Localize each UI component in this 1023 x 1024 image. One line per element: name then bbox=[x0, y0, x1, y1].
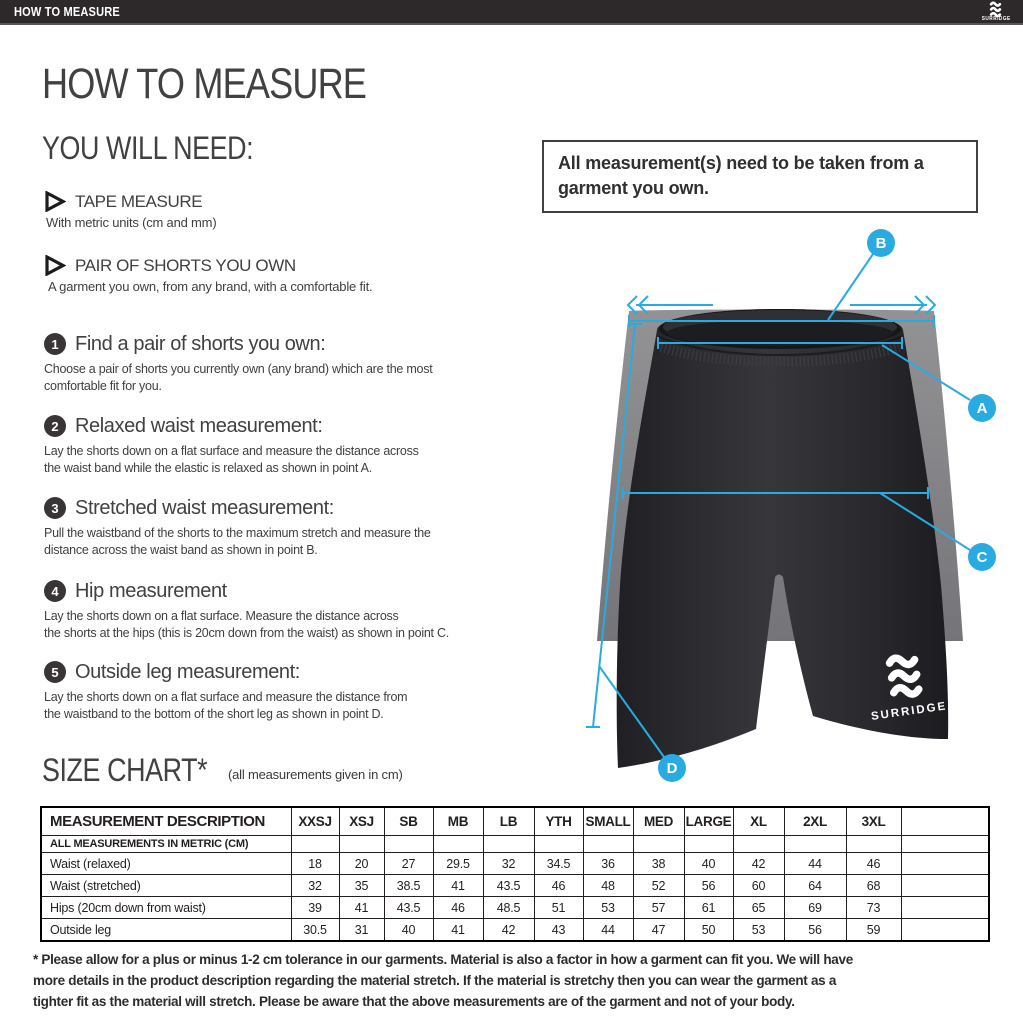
value-cell: 35 bbox=[339, 875, 384, 897]
triangle-bullet-icon bbox=[44, 191, 66, 212]
need-item-shorts bbox=[44, 255, 372, 294]
need-item-title: PAIR OF SHORTS YOU OWN bbox=[75, 255, 296, 275]
value-cell: 48 bbox=[583, 875, 633, 897]
step-number-badge: 2 bbox=[44, 415, 66, 437]
value-cell: 43 bbox=[534, 919, 583, 942]
value-cell: 46 bbox=[846, 853, 901, 875]
metric-note-cell: ALL MEASUREMENTS IN METRIC (CM) bbox=[41, 836, 291, 853]
value-cell: 36 bbox=[583, 853, 633, 875]
size-chart-header-row bbox=[41, 807, 989, 836]
value-cell: 69 bbox=[784, 897, 846, 919]
size-column-header bbox=[901, 807, 989, 836]
empty-cell bbox=[534, 836, 583, 853]
step-body bbox=[44, 361, 432, 395]
size-column-header: SMALL bbox=[583, 807, 633, 836]
size-chart-subtitle: (all measurements given in cm) bbox=[228, 767, 403, 782]
size-chart-row bbox=[41, 853, 989, 875]
value-cell: 52 bbox=[633, 875, 684, 897]
value-cell: 56 bbox=[784, 919, 846, 942]
value-cell: 59 bbox=[846, 919, 901, 942]
need-item-title: TAPE MEASURE bbox=[75, 191, 203, 211]
value-cell: 42 bbox=[733, 853, 784, 875]
value-cell: 50 bbox=[684, 919, 733, 942]
row-label-cell: Outside leg bbox=[41, 919, 291, 942]
value-cell: 41 bbox=[433, 875, 483, 897]
step-body-line: distance across the waist band as shown in point B. bbox=[44, 543, 318, 557]
you-will-need-heading: YOU WILL NEED: bbox=[42, 130, 254, 166]
value-cell: 34.5 bbox=[534, 853, 583, 875]
value-cell: 46 bbox=[433, 897, 483, 919]
step-1 bbox=[44, 332, 432, 395]
note-line: All measurement(s) need to be taken from a bbox=[558, 153, 924, 173]
value-cell bbox=[901, 853, 989, 875]
size-chart-row bbox=[41, 919, 989, 942]
empty-cell bbox=[684, 836, 733, 853]
step-body-line: the shorts at the hips (this is 20cm down from the waist) as shown in point C. bbox=[44, 626, 449, 640]
label-c-badge bbox=[968, 543, 996, 571]
measurement-note-box bbox=[542, 140, 978, 213]
size-column-header: 3XL bbox=[846, 807, 901, 836]
value-cell: 61 bbox=[684, 897, 733, 919]
value-cell: 29.5 bbox=[433, 853, 483, 875]
value-cell: 38.5 bbox=[384, 875, 433, 897]
need-item-desc: With metric units (cm and mm) bbox=[46, 215, 217, 230]
value-cell: 56 bbox=[684, 875, 733, 897]
empty-cell bbox=[583, 836, 633, 853]
step-body-line: Choose a pair of shorts you currently own (any brand) which are the most bbox=[44, 362, 433, 376]
value-cell: 68 bbox=[846, 875, 901, 897]
value-cell: 31 bbox=[339, 919, 384, 942]
empty-cell bbox=[901, 836, 989, 853]
value-cell: 39 bbox=[291, 897, 339, 919]
value-cell: 40 bbox=[684, 853, 733, 875]
value-cell: 42 bbox=[483, 919, 534, 942]
empty-cell bbox=[483, 836, 534, 853]
surridge-logo bbox=[981, 1, 1011, 22]
svg-text:C: C bbox=[976, 549, 988, 566]
step-3 bbox=[44, 496, 431, 559]
empty-cell bbox=[291, 836, 339, 853]
step-number-badge: 5 bbox=[44, 661, 66, 683]
step-title: Outside leg measurement: bbox=[75, 660, 300, 683]
empty-cell bbox=[733, 836, 784, 853]
value-cell: 60 bbox=[733, 875, 784, 897]
value-cell: 57 bbox=[633, 897, 684, 919]
step-4 bbox=[44, 579, 449, 642]
footnote-line: tighter fit as the material will stretch. Please be aware that the above measurements are of the garment and not of your body. bbox=[33, 994, 795, 1009]
step-5 bbox=[44, 660, 407, 723]
step-body-line: the waistband to the bottom of the short leg as shown in point D. bbox=[44, 707, 384, 721]
step-body-line: Lay the shorts down on a flat surface. Measure the distance across bbox=[44, 609, 399, 623]
size-column-header: YTH bbox=[534, 807, 583, 836]
size-column-header: XXSJ bbox=[291, 807, 339, 836]
label-b-badge bbox=[867, 229, 895, 257]
size-chart-row bbox=[41, 875, 989, 897]
size-column-header: LB bbox=[483, 807, 534, 836]
metric-note-row bbox=[41, 836, 989, 853]
value-cell: 47 bbox=[633, 919, 684, 942]
step-body bbox=[44, 689, 407, 723]
surridge-logo-text: SURRIDGE bbox=[981, 16, 1011, 22]
measurement-description-header: MEASUREMENT DESCRIPTION bbox=[41, 807, 291, 836]
value-cell: 40 bbox=[384, 919, 433, 942]
empty-cell bbox=[633, 836, 684, 853]
step-number-badge: 3 bbox=[44, 497, 66, 519]
size-chart bbox=[40, 806, 988, 942]
surridge-s-icon bbox=[988, 1, 1003, 17]
step-body bbox=[44, 443, 419, 477]
row-label-cell: Waist (relaxed) bbox=[41, 853, 291, 875]
svg-text:A: A bbox=[976, 400, 988, 417]
empty-cell bbox=[384, 836, 433, 853]
value-cell: 53 bbox=[733, 919, 784, 942]
value-cell: 53 bbox=[583, 897, 633, 919]
footnote-line: more details in the product description regarding the material stretch. If the material is stretchy then you can wear the garment as a bbox=[33, 973, 837, 988]
step-title: Hip measurement bbox=[75, 579, 227, 602]
step-body-line: comfortable fit for you. bbox=[44, 379, 162, 393]
step-body-line: Lay the shorts down on a flat surface and measure the distance from bbox=[44, 690, 408, 704]
empty-cell bbox=[846, 836, 901, 853]
value-cell: 64 bbox=[784, 875, 846, 897]
value-cell: 41 bbox=[339, 897, 384, 919]
shorts-surridge-text: SURRIDGE bbox=[870, 700, 948, 723]
size-column-header: LARGE bbox=[684, 807, 733, 836]
row-label-cell: Waist (stretched) bbox=[41, 875, 291, 897]
step-body-line: Pull the waistband of the shorts to the maximum stretch and measure the bbox=[44, 526, 431, 540]
step-number-badge: 1 bbox=[44, 333, 66, 355]
value-cell: 20 bbox=[339, 853, 384, 875]
value-cell: 27 bbox=[384, 853, 433, 875]
step-title: Find a pair of shorts you own: bbox=[75, 332, 326, 355]
step-number-badge: 4 bbox=[44, 580, 66, 602]
top-bar bbox=[0, 0, 1023, 25]
size-column-header: MED bbox=[633, 807, 684, 836]
value-cell: 65 bbox=[733, 897, 784, 919]
tolerance-footnote bbox=[33, 949, 853, 1012]
size-column-header: MB bbox=[433, 807, 483, 836]
step-body bbox=[44, 525, 431, 559]
value-cell: 41 bbox=[433, 919, 483, 942]
label-a-badge bbox=[968, 394, 996, 422]
value-cell bbox=[901, 875, 989, 897]
need-item-desc: A garment you own, from any brand, with a comfortable fit. bbox=[48, 279, 373, 294]
value-cell: 32 bbox=[291, 875, 339, 897]
row-label-cell: Hips (20cm down from waist) bbox=[41, 897, 291, 919]
size-column-header: SB bbox=[384, 807, 433, 836]
value-cell: 43.5 bbox=[384, 897, 433, 919]
value-cell: 46 bbox=[534, 875, 583, 897]
value-cell: 43.5 bbox=[483, 875, 534, 897]
size-column-header: XSJ bbox=[339, 807, 384, 836]
value-cell: 44 bbox=[583, 919, 633, 942]
value-cell: 18 bbox=[291, 853, 339, 875]
value-cell: 44 bbox=[784, 853, 846, 875]
value-cell: 38 bbox=[633, 853, 684, 875]
value-cell: 73 bbox=[846, 897, 901, 919]
step-body bbox=[44, 608, 449, 642]
size-column-header: 2XL bbox=[784, 807, 846, 836]
size-column-header: XL bbox=[733, 807, 784, 836]
value-cell: 30.5 bbox=[291, 919, 339, 942]
need-item-tape-measure bbox=[44, 191, 216, 230]
value-cell bbox=[901, 919, 989, 942]
top-bar-title: HOW TO MEASURE bbox=[14, 4, 120, 19]
step-2 bbox=[44, 414, 419, 477]
step-title: Stretched waist measurement: bbox=[75, 496, 334, 519]
label-d-badge bbox=[658, 754, 686, 782]
value-cell: 32 bbox=[483, 853, 534, 875]
step-title: Relaxed waist measurement: bbox=[75, 414, 323, 437]
triangle-bullet-icon bbox=[44, 255, 66, 276]
step-body-line: Lay the shorts down on a flat surface and measure the distance across bbox=[44, 444, 419, 458]
size-chart-table bbox=[40, 806, 990, 942]
value-cell: 51 bbox=[534, 897, 583, 919]
size-chart-row bbox=[41, 897, 989, 919]
black-shorts bbox=[617, 309, 949, 768]
shorts-measurement-diagram bbox=[560, 225, 1010, 800]
page-title: HOW TO MEASURE bbox=[42, 60, 367, 108]
note-line: garment you own. bbox=[558, 178, 709, 198]
size-chart-heading: SIZE CHART* bbox=[42, 752, 208, 788]
empty-cell bbox=[784, 836, 846, 853]
value-cell bbox=[901, 897, 989, 919]
empty-cell bbox=[339, 836, 384, 853]
svg-text:D: D bbox=[666, 760, 678, 777]
value-cell: 48.5 bbox=[483, 897, 534, 919]
step-body-line: the waist band while the elastic is relaxed as shown in point A. bbox=[44, 461, 372, 475]
empty-cell bbox=[433, 836, 483, 853]
svg-text:B: B bbox=[875, 235, 887, 252]
footnote-line: * Please allow for a plus or minus 1-2 cm tolerance in our garments. Material is also a factor in how a garment can fit you. We will have bbox=[33, 952, 853, 967]
